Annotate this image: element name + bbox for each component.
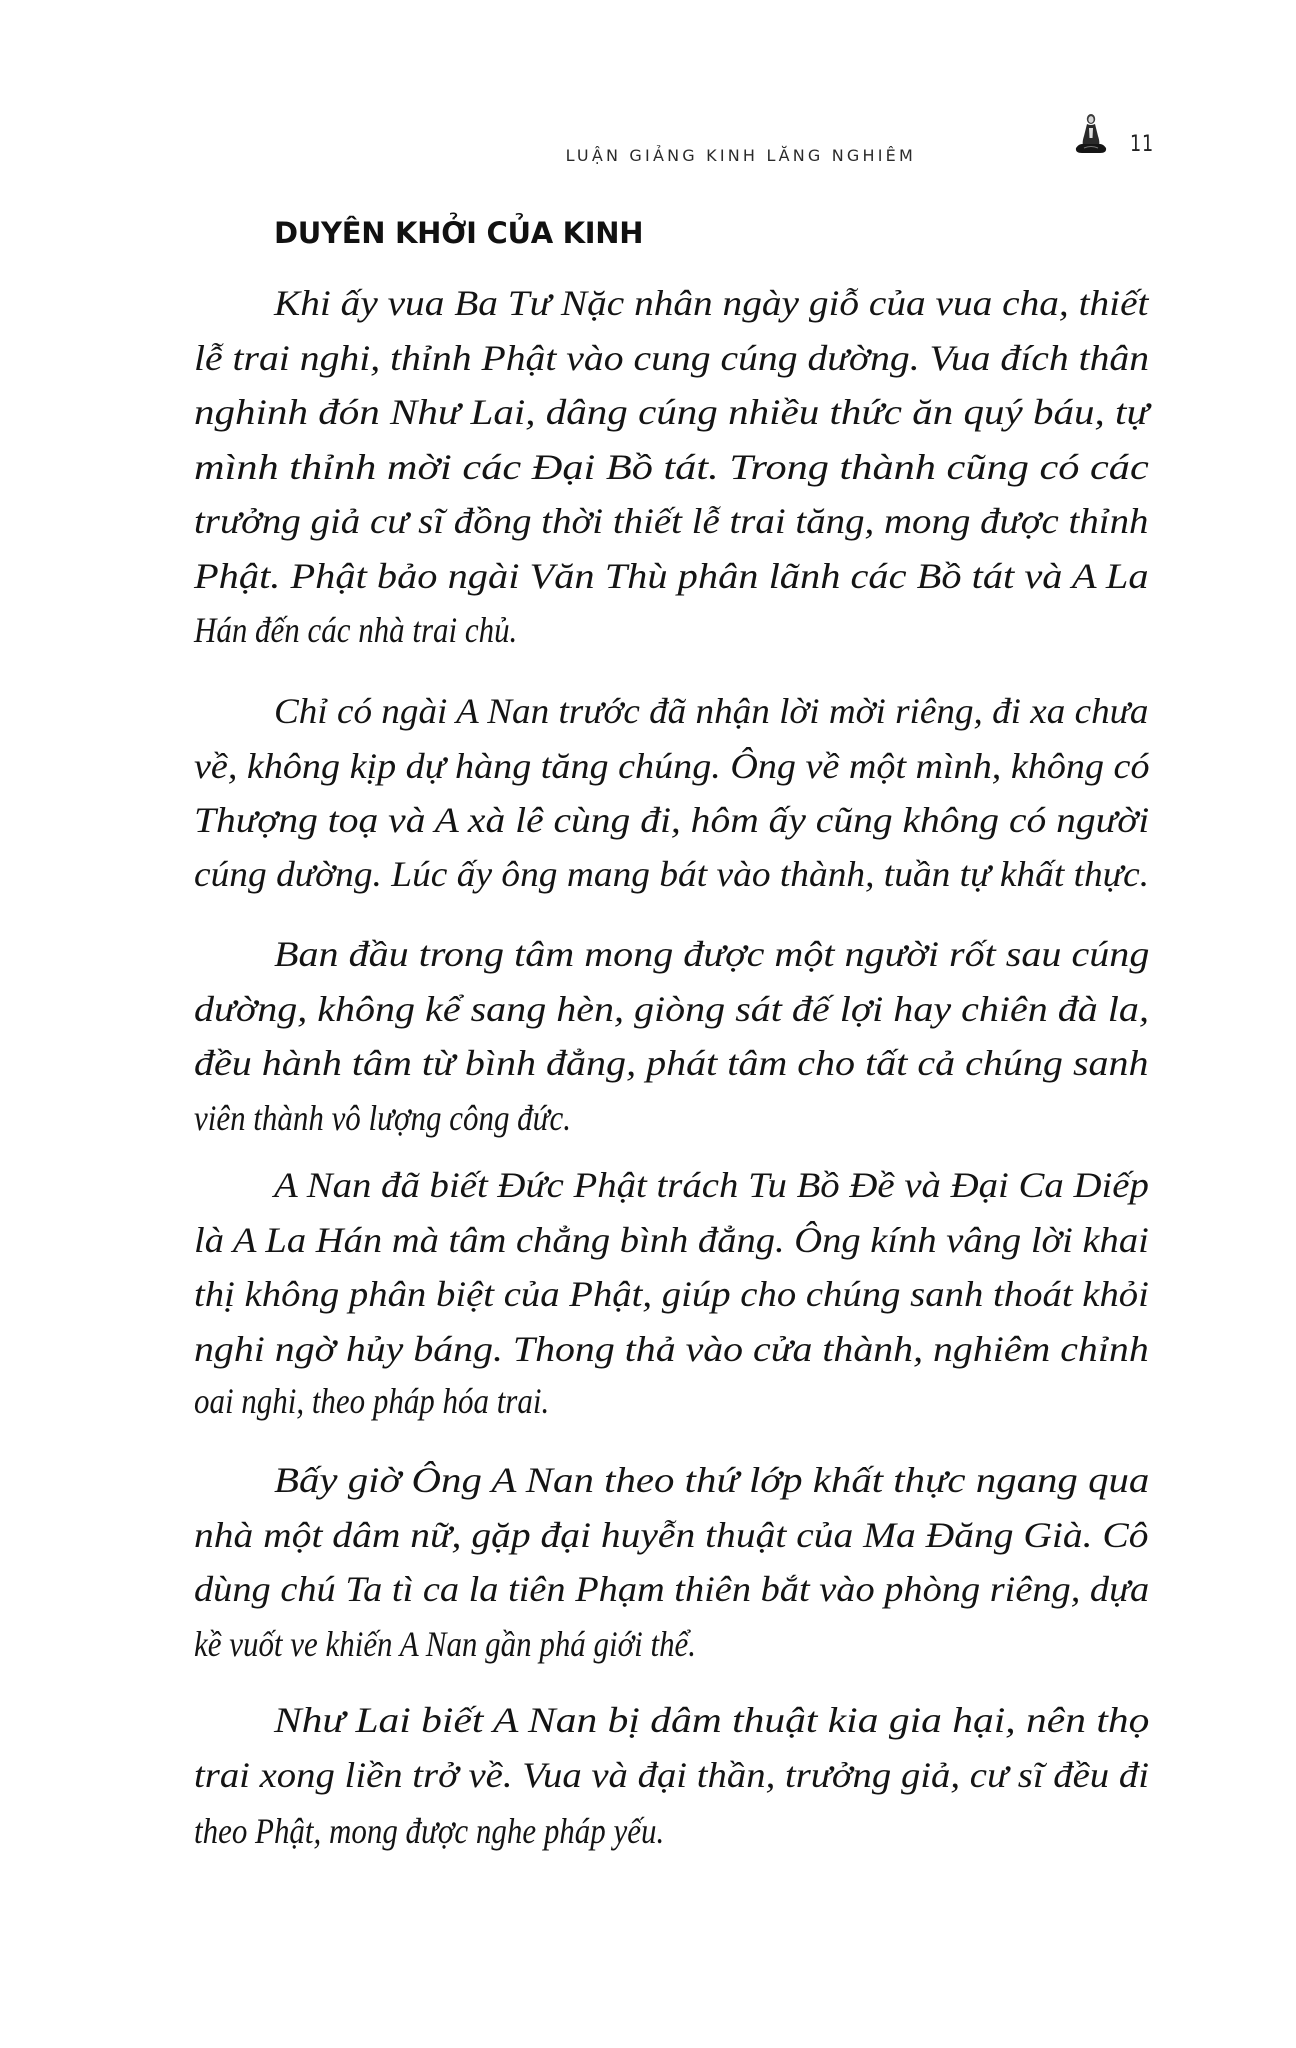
text-line: Thượng toạ và A xà lê cùng đi, hôm ấy cũng không có người — [194, 800, 1150, 840]
text-line: A Nan đã biết Đức Phật trách Tu Bồ Đề và Đại Ca Diếp — [274, 1165, 1149, 1205]
text-line: nghinh đón Như Lai, dâng cúng nhiều thức ăn quý báu, tự — [194, 392, 1149, 432]
text-line: là A La Hán mà tâm chẳng bình đẳng. Ông kính vâng lời khai — [194, 1220, 1149, 1260]
text-line: viên thành vô lượng công đức. — [194, 1098, 572, 1138]
text-line: Ban đầu trong tâm mong được một người rốt sau cúng — [274, 934, 1150, 974]
text-line: trai xong liền trở về. Vua và đại thần, trưởng giả, cư sĩ đều đi — [194, 1755, 1149, 1795]
text-line: Bấy giờ Ông A Nan theo thứ lớp khất thực ngang qua — [274, 1460, 1150, 1500]
text-line: oai nghi, theo pháp hóa trai. — [194, 1381, 550, 1421]
text-line: mình thỉnh mời các Đại Bồ tát. Trong thành cũng có các — [194, 447, 1149, 487]
text-line: dường, không kể sang hèn, giòng sát đế lợi hay chiên đà la, — [194, 989, 1149, 1029]
seated-buddha-icon — [1073, 112, 1109, 156]
text-line: Phật. Phật bảo ngài Văn Thù phân lãnh các Bồ tát và A La — [194, 556, 1149, 596]
running-header-title: LUẬN GIẢNG KINH LĂNG NGHIÊM — [565, 146, 916, 165]
running-header — [565, 110, 1160, 170]
text-line: Khi ấy vua Ba Tư Nặc nhân ngày giỗ của vua cha, thiết — [274, 283, 1149, 323]
text-line: Như Lai biết A Nan bị dâm thuật kia gia hại, nên thọ — [274, 1700, 1150, 1740]
page-number: 11 — [1130, 132, 1154, 157]
section-heading: DUYÊN KHỞI CỦA KINH — [274, 216, 644, 250]
text-line: về, không kịp dự hàng tăng chúng. Ông về một mình, không có — [194, 746, 1150, 786]
text-line: kề vuốt ve khiến A Nan gần phá giới thể. — [194, 1624, 697, 1664]
text-line: Chỉ có ngài A Nan trước đã nhận lời mời riêng, đi xa chưa — [274, 691, 1149, 731]
text-line: theo Phật, mong được nghe pháp yếu. — [194, 1811, 665, 1851]
text-line: lễ trai nghi, thỉnh Phật vào cung cúng dường. Vua đích thân — [194, 338, 1150, 378]
text-line: Hán đến các nhà trai chủ. — [194, 610, 518, 650]
text-line: dùng chú Ta tì ca la tiên Phạm thiên bắt vào phòng riêng, dựa — [194, 1569, 1150, 1609]
text-line: nhà một dâm nữ, gặp đại huyễn thuật của Ma Đăng Già. Cô — [194, 1515, 1149, 1555]
text-line: trưởng giả cư sĩ đồng thời thiết lễ trai tăng, mong được thỉnh — [194, 501, 1149, 541]
text-line: thị không phân biệt của Phật, giúp cho chúng sanh thoát khỏi — [194, 1274, 1149, 1314]
text-line: đều hành tâm từ bình đẳng, phát tâm cho tất cả chúng sanh — [194, 1043, 1149, 1083]
text-line: nghi ngờ hủy báng. Thong thả vào cửa thành, nghiêm chỉnh — [194, 1329, 1149, 1369]
text-line: cúng dường. Lúc ấy ông mang bát vào thành, tuần tự khất thực. — [194, 854, 1150, 894]
